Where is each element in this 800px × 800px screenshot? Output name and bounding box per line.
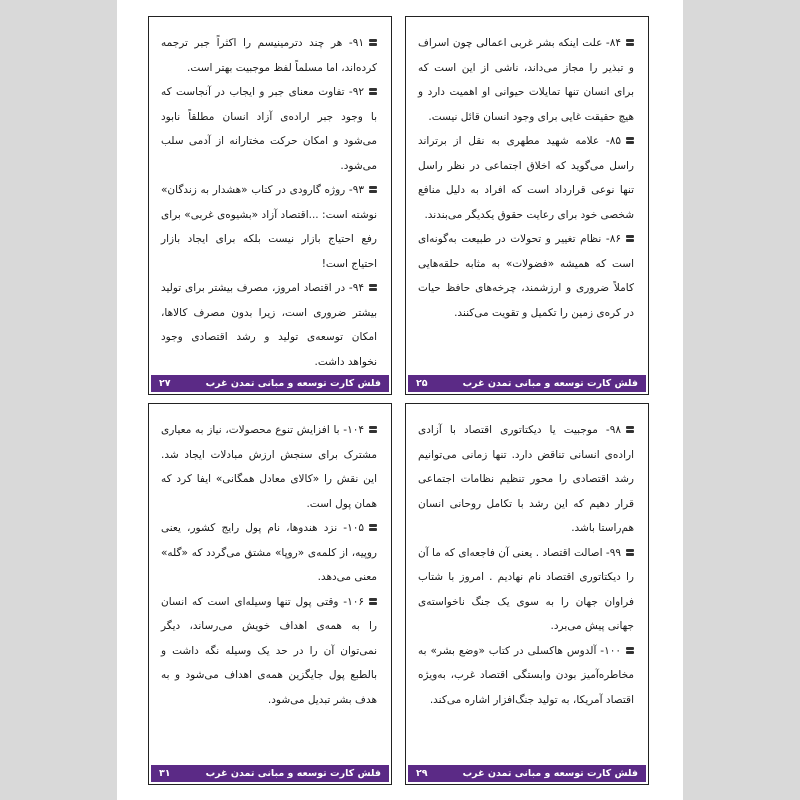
card-body	[149, 17, 391, 372]
page-number: ۲۹	[416, 768, 428, 779]
card-item: ۸۴- علت اینکه بشر غربی اعمالی چون اسراف و تبذیر را مجاز می‌داند، ناشی از این است که برای انسان تنها تمایلات حیوانی او اهمیت دارد و هیچ حقیقت غایی برای وجود انسان قائل نیست.	[418, 37, 634, 123]
book-stack-icon	[625, 646, 634, 655]
card-item: ۸۶- نظام تغییر و تحولات در طبیعت به‌گونه‌ای است که همیشه «فضولات» به مثابه حلقه‌هایی کاملاً ضروری و ارزشمند، چرخه‌های حافظ حیات در کره‌ی زمین را تکمیل و تقویت می‌کنند.	[418, 233, 634, 319]
card-body	[406, 404, 648, 762]
flash-card-27	[148, 16, 392, 395]
book-stack-icon	[625, 548, 634, 557]
page-number: ۳۱	[159, 768, 171, 779]
card-body	[406, 17, 648, 372]
book-stack-icon	[368, 185, 377, 194]
card-item: ۹۹- اصالت اقتصاد . یعنی آن فاجعه‌ای که ما آن را دیکتاتوری اقتصاد نام نهادیم . امروز با شتاب فراوان جهان را به سوی یک جنگ ناخواسته‌ی جهانی پیش می‌برد.	[418, 546, 634, 632]
page-number: ۲۵	[416, 378, 428, 389]
flash-card-31	[148, 403, 392, 785]
card-footer	[408, 765, 646, 782]
card-item: ۹۲- تفاوت معنای جبر و ایجاب در آنجاست که با وجود جبر اراده‌ی آزاد انسان مطلقاً نابود می‌شود و امکان حرکت مختارانه از آدمی سلب می‌شود.	[161, 86, 377, 172]
book-stack-icon	[625, 425, 634, 434]
footer-title: فلش کارت توسعه و مبانی تمدن غرب	[462, 768, 638, 779]
page-number: ۲۷	[159, 378, 171, 389]
card-item: ۹۱- هر چند دترمینیسم را اکثراً جبر ترجمه کرده‌اند، اما مسلماً لفظ موجبیت بهتر است.	[161, 37, 377, 74]
book-stack-icon	[368, 283, 377, 292]
card-body	[149, 404, 391, 762]
book-stack-icon	[625, 38, 634, 47]
book-stack-icon	[368, 523, 377, 532]
card-footer	[408, 375, 646, 392]
book-stack-icon	[368, 87, 377, 96]
book-stack-icon	[625, 234, 634, 243]
card-item: ۱۰۵- نزد هندوها، نام پول رایج کشور، یعنی روپیه، از کلمه‌ی «روپا» مشتق می‌گردد که «گله» معنی می‌دهد.	[161, 522, 377, 583]
card-footer	[151, 765, 389, 782]
book-stack-icon	[368, 38, 377, 47]
card-item: ۱۰۰- آلدوس هاکسلی در کتاب «وضع بشر» به مخاطره‌آمیز بودن وابستگی اقتصاد غرب، به‌ویژه اقتصاد آمریکا، به تولید جنگ‌افزار اشاره می‌کند.	[418, 644, 634, 706]
book-stack-icon	[368, 425, 377, 434]
flash-card-25	[405, 16, 649, 395]
card-item: ۸۵- علامه شهید مطهری به نقل از برتراند راسل می‌گوید که اخلاق اجتماعی در نظر راسل تنها نوعی قرارداد است که افراد به دلیل منافع شخصی خود برای رعایت حقوق یکدیگر می‌بندند.	[418, 135, 634, 221]
book-stack-icon	[368, 597, 377, 606]
book-stack-icon	[625, 136, 634, 145]
card-item: ۹۳- روژه گارودی در کتاب «هشدار به زندگان» نوشته است: ...اقتصاد آزاد «بشیوه‌ی غربی» برای رفع احتیاج بازار نیست بلکه برای ایجاد بازار احتیاج است!	[161, 184, 377, 270]
footer-title: فلش کارت توسعه و مبانی تمدن غرب	[205, 378, 381, 389]
card-item: ۱۰۶- وقتی پول تنها وسیله‌ای است که انسان را به همه‌ی اهداف خویش می‌رساند، دیگر نمی‌توان آن را در حد یک وسیله نگه داشت و بالطبع پول جایگزین همه‌ی اهداف می‌شود و به هدف بشر تبدیل می‌شود.	[161, 595, 377, 706]
flash-card-29	[405, 403, 649, 785]
card-footer	[151, 375, 389, 392]
card-item: ۹۸- موجبیت یا دیکتاتوری اقتصاد با آزادی اراده‌ی انسانی تناقض دارد. تنها زمانی می‌توانیم رشد اقتصادی را محور تنظیم نظامات اجتماعی قرار دهیم که این رشد با تکامل روحانی انسان هم‌راستا باشد.	[418, 424, 634, 534]
card-item: ۱۰۴- با افزایش تنوع محصولات، نیاز به معیاری مشترک برای سنجش ارزش مبادلات ایجاد شد. این نقش را «کالای معادل همگانی» ایفا کرد که همان پول است.	[161, 424, 377, 510]
footer-title: فلش کارت توسعه و مبانی تمدن غرب	[205, 768, 381, 779]
footer-title: فلش کارت توسعه و مبانی تمدن غرب	[462, 378, 638, 389]
card-item: ۹۴- در اقتصاد امروز، مصرف بیشتر برای تولید بیشتر ضروری است، زیرا بدون مصرف کالاها، امکان توسعه‌ی تولید و رشد اقتصادی وجود نخواهد داشت.	[161, 282, 377, 368]
